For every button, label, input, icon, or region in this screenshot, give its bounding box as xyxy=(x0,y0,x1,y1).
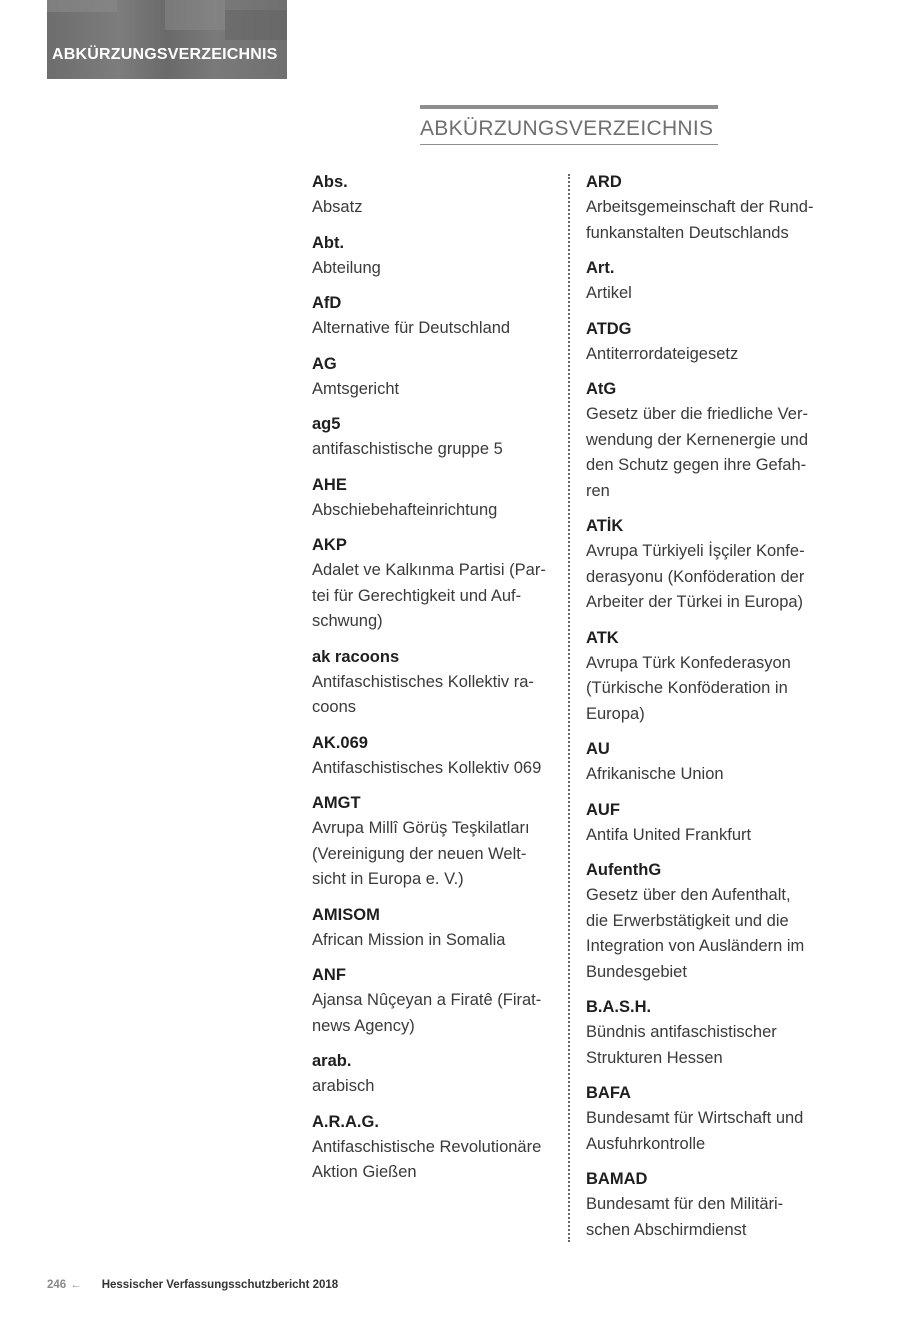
definition: Bundesamt für Wirtschaft und Ausfuhrkontrolle xyxy=(586,1109,804,1153)
definition: Abschiebehafteinrichtung xyxy=(312,500,498,519)
definition: Afrikanische Union xyxy=(586,765,724,783)
list-item xyxy=(586,995,836,1071)
arrow-left-icon: ← xyxy=(70,1279,82,1291)
list-item xyxy=(312,963,557,1039)
page-number: 246 xyxy=(47,1279,67,1291)
abbreviation: BAMAD xyxy=(586,1170,648,1188)
abbreviation: BAFA xyxy=(586,1084,631,1102)
abbreviation-column-right xyxy=(586,170,836,1253)
definition: Avrupa Türk Konfederasyon (Türkische Konföderation in Europa) xyxy=(586,653,791,723)
abbreviation: Abt. xyxy=(312,233,345,252)
definition: Adalet ve Kalkınma Partisi (Par- tei für Gerechtigkeit und Auf- schwung) xyxy=(312,561,546,630)
definition: antifaschistische gruppe 5 xyxy=(312,440,503,458)
definition: Antifaschistisches Kollektiv ra- coons xyxy=(312,672,534,716)
definition: Antifaschistisches Kollektiv 069 xyxy=(312,758,542,777)
page-footer xyxy=(47,1279,338,1291)
abbreviation: AG xyxy=(312,354,337,373)
list-item xyxy=(586,256,836,307)
definition: Antifaschistische Revolutionäre Aktion Gießen xyxy=(312,1137,542,1181)
abbreviation: ATK xyxy=(586,628,619,647)
definition: Arbeitsgemeinschaft der Rund- funkanstalten Deutschlands xyxy=(586,198,814,242)
list-item xyxy=(312,645,557,721)
tab-decoration xyxy=(165,0,225,30)
tab-decoration xyxy=(225,10,287,40)
list-item xyxy=(586,377,836,504)
definition: Avrupa Türkiyeli İşçiler Konfe- derasyonu (Konföderation der Arbeiter der Türkei in Europa) xyxy=(586,542,805,611)
list-item xyxy=(586,798,836,849)
definition: Avrupa Millî Görüş Teşkilatları (Vereinigung der neuen Welt- sicht in Europa e. V.) xyxy=(312,819,530,888)
definition: Ajansa Nûçeyan a Firatê (Firat- news Agency) xyxy=(312,991,542,1035)
abbreviation: ATİK xyxy=(586,517,624,535)
definition: Gesetz über den Aufenthalt, die Erwerbstätigkeit und die Integration von Ausländern im Bundesgebiet xyxy=(586,886,805,981)
list-item xyxy=(312,731,557,782)
abbreviation: AtG xyxy=(586,380,617,398)
abbreviation: B.A.S.H. xyxy=(586,998,652,1016)
abbreviation: AufenthG xyxy=(586,861,662,879)
list-item xyxy=(586,1081,836,1157)
abbreviation: AK.069 xyxy=(312,733,368,752)
list-item xyxy=(312,170,557,221)
list-item xyxy=(312,231,557,282)
abbreviation: Abs. xyxy=(312,173,348,191)
list-item xyxy=(312,533,557,635)
publication-title: Hessischer Verfassungsschutzbericht 2018 xyxy=(101,1279,339,1291)
definition: Antifa United Frankfurt xyxy=(586,825,752,844)
list-item xyxy=(586,626,836,728)
abbreviation: Art. xyxy=(586,259,615,277)
definition: African Mission in Somalia xyxy=(312,930,506,949)
abbreviation: ak racoons xyxy=(312,647,400,666)
list-item xyxy=(312,1110,557,1186)
column-divider xyxy=(568,174,570,1242)
list-item xyxy=(312,412,557,463)
list-item xyxy=(586,317,836,368)
abbreviation: AUF xyxy=(586,800,620,819)
list-item xyxy=(586,737,836,788)
abbreviation: ANF xyxy=(312,966,346,984)
abbreviation: AKP xyxy=(312,536,347,554)
definition: Abteilung xyxy=(312,258,381,277)
list-item xyxy=(312,1049,557,1100)
abbreviation: ag5 xyxy=(312,415,341,433)
list-item xyxy=(586,1167,836,1243)
definition: Artikel xyxy=(586,284,632,302)
definition: Antiterrordateigesetz xyxy=(586,344,739,363)
abbreviation: AMGT xyxy=(312,794,361,812)
abbreviation: ATDG xyxy=(586,319,632,338)
definition: Gesetz über die friedliche Ver- wendung der Kernenergie und den Schutz gegen ihre Gefah- ren xyxy=(586,405,809,500)
section-title xyxy=(420,105,718,145)
definition: Bündnis antifaschistischer Strukturen Hessen xyxy=(586,1023,777,1067)
list-item xyxy=(312,791,557,893)
list-item xyxy=(586,514,836,616)
section-title-text: ABKÜRZUNGSVERZEICHNIS xyxy=(420,117,714,140)
abbreviation: AfD xyxy=(312,294,342,312)
list-item xyxy=(312,291,557,342)
list-item xyxy=(312,903,557,954)
tab-decoration xyxy=(47,0,117,12)
definition: Alternative für Deutschland xyxy=(312,319,511,337)
chapter-tab-label: ABKÜRZUNGSVERZEICHNIS xyxy=(52,46,278,63)
list-item xyxy=(586,170,836,246)
abbreviation: AU xyxy=(586,740,610,758)
abbreviation: A.R.A.G. xyxy=(312,1112,379,1131)
list-item xyxy=(312,473,557,524)
list-item xyxy=(312,352,557,403)
abbreviation: arab. xyxy=(312,1052,352,1070)
chapter-tab xyxy=(47,0,287,79)
abbreviation: ARD xyxy=(586,173,622,191)
definition: Amtsgericht xyxy=(312,379,400,398)
definition: arabisch xyxy=(312,1077,375,1095)
abbreviation-column-left xyxy=(312,170,557,1196)
definition: Bundesamt für den Militäri- schen Abschirmdienst xyxy=(586,1195,784,1239)
definition: Absatz xyxy=(312,198,363,216)
list-item xyxy=(586,858,836,985)
abbreviation: AMISOM xyxy=(312,905,380,924)
abbreviation: AHE xyxy=(312,475,347,494)
